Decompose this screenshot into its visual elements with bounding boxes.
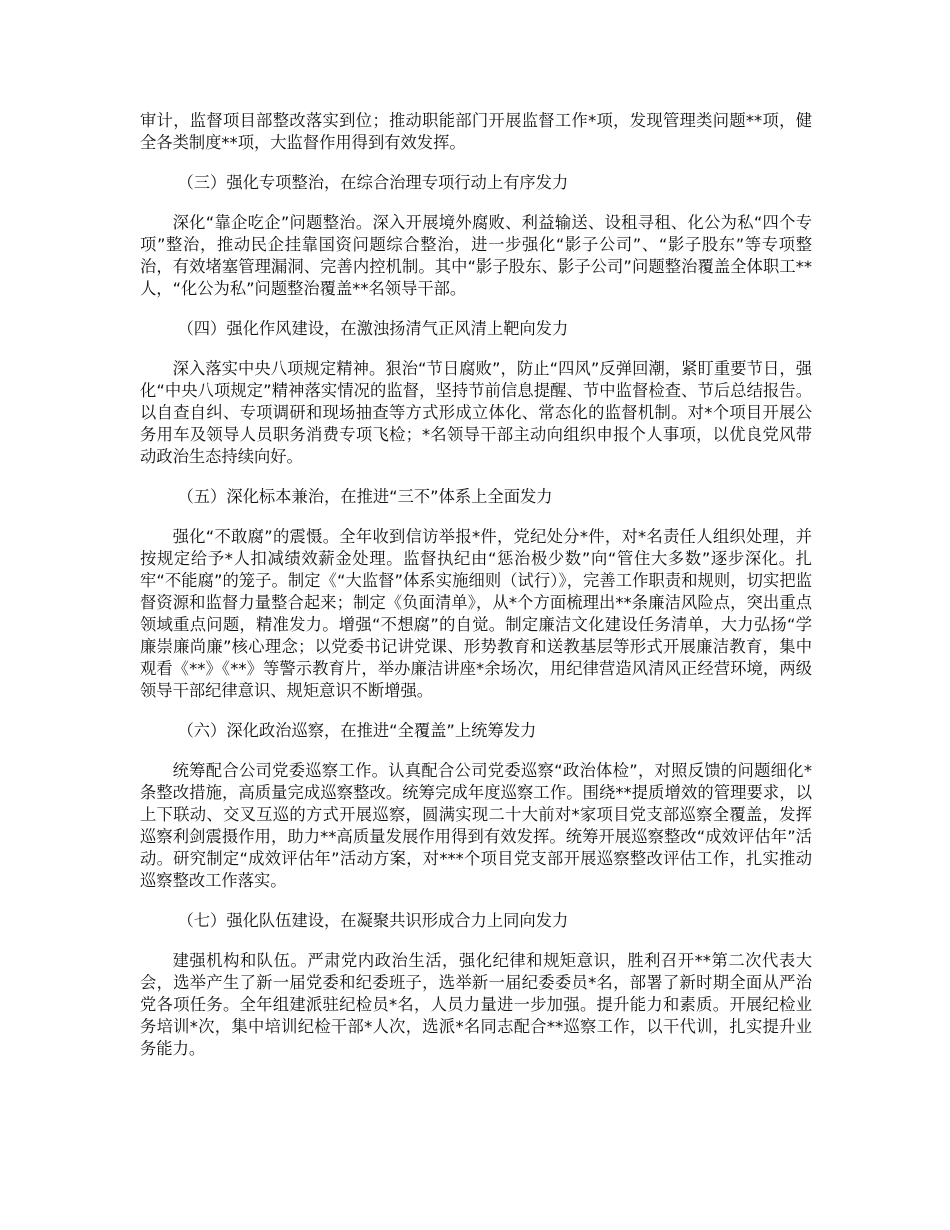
paragraph-section-5: 强化“不敢腐”的震慑。全年收到信访举报*件，党纪处分*件，对*名责任人组织处理，并按规定给予*人扣减绩效薪金处理。监督执纪由“惩治极少数”向“管住大多数”逐步深化。扎牢“不能腐”的笼子。制定《“大监督”体系实施细则（试行）》，完善工作职责和规则，切实把监督资源和监督力量整合起来；制定《负面清单》，从*个方面梳理出**条廉洁风险点，突出重点领域重点问题，精准发力。增强“不想腐”的自觉。制定廉洁文化建设任务清单，大力弘扬“学廉崇廉尚廉”核心理念；以党委书记讲党课、形势教育和送教基层等形式开展廉洁教育，集中观看《**》《**》等警示教育片，举办廉洁讲座*余场次，用纪律营造风清风正经营环境，两级领导干部纪律意识、规矩意识不断增强。 <box>140 527 812 700</box>
paragraph-audit-continuation: 审计，监督项目部整改落实到位；推动职能部门开展监督工作*项，发现管理类问题**项，健全各类制度**项，大监督作用得到有效发挥。 <box>140 111 812 152</box>
paragraph-section-6: 统筹配合公司党委巡察工作。认真配合公司党委巡察“政治体检”，对照反馈的问题细化*条整改措施，高质量完成巡察整改。统筹完成年度巡察工作。围绕**提质增效的管理要求，以上下联动、交叉互巡的方式开展巡察，圆满实现二十大前对*家项目党支部巡察全覆盖，发挥巡察利剑震摄作用，助力**高质量发展作用得到有效发挥。统筹开展巡察整改“成效评估年”活动。研究制定“成效评估年”活动方案，对***个项目党支部开展巡察整改评估工作，扎实推动巡察整改工作落实。 <box>140 761 812 890</box>
paragraph-section-7: 建强机构和队伍。严肃党内政治生活，强化纪律和规矩意识，胜利召开**第二次代表大会，选举产生了新一届党委和纪委班子，选举新一届纪委委员*名，部署了新时期全面从严治党各项任务。全年组建派驻纪检员*名，人员力量进一步加强。提升能力和素质。开展纪检业务培训*次，集中培训纪检干部*人次，选派*名同志配合**巡察工作，以干代训，扎实提升业务能力。 <box>140 951 812 1058</box>
heading-section-4: （四）强化作风建设，在激浊扬清气正风清上靶向发力 <box>177 319 569 338</box>
paragraph-section-3: 深化“靠企吃企”问题整治。深入开展境外腐败、利益输送、设租寻租、化公为私“四个专项”整治，推动民企挂靠国资问题综合整治，进一步强化“影子公司”、“影子股东”等专项整治，有效堵塞管理漏洞、完善内控机制。其中“影子股东、影子公司”问题整治覆盖全体职工**人，“化公为私”问题整治覆盖**名领导干部。 <box>140 213 812 298</box>
heading-section-5: （五）深化标本兼治，在推进“三不”体系上全面发力 <box>177 487 553 506</box>
heading-section-7: （七）强化队伍建设，在凝聚共识形成合力上同向发力 <box>177 911 569 930</box>
heading-section-3: （三）强化专项整治，在综合治理专项行动上有序发力 <box>177 173 569 192</box>
document-page <box>140 110 812 1060</box>
heading-section-6: （六）深化政治巡察，在推进“全覆盖”上统筹发力 <box>177 721 537 740</box>
paragraph-section-4: 深入落实中央八项规定精神。狠治“节日腐败”，防止“四风”反弹回潮，紧盯重要节日，强化“中央八项规定”精神落实情况的监督，坚持节前信息提醒、节中监督检查、节后总结报告。以自查自纠、专项调研和现场抽查等方式形成立体化、常态化的监督机制。对*个项目开展公务用车及领导人员职务消费专项飞检；*名领导干部主动向组织申报个人事项，以优良党风带动政治生态持续向好。 <box>140 359 812 466</box>
